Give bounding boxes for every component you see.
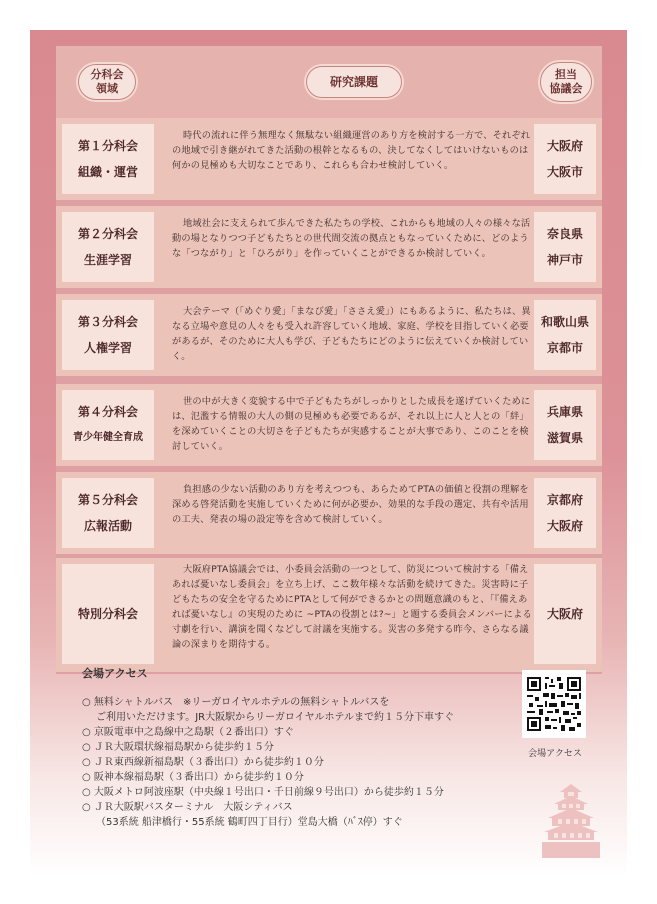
session-name: 第１分科会 [77,139,138,153]
session-name: 特別分科会 [77,607,138,621]
access-item: ご利用いただけます。JR大阪駅からリーガロイヤルホテルまで約１５分下車すぐ [96,712,454,723]
access-item: ○ 無料シャトルバス ※リーガロイヤルホテルの無料シャトルバスを [82,697,390,708]
header-field-label [78,64,136,100]
council-cell [534,212,596,282]
session-topic-text: 時代の流れに伴う無理なく無駄ない組織運営のあり方を検討する一方で、それぞれの地域で引き継がれてきた活動の根幹となるもの、決してなくしてはいけないものは何かの見極めも大切なことであり、これらも合わせ検討していく。 [172,130,531,171]
header-field-line2: 領域 [96,82,118,95]
council-name: 京都府 [546,493,583,507]
table-row [56,118,602,200]
venue-access [82,665,552,830]
table-row [56,384,602,466]
session-name: 第３分科会 [77,315,138,329]
council-name: 和歌山県 [540,315,589,329]
osaka-castle-icon [538,782,604,858]
session-name-cell [62,390,154,460]
session-topic-text: 大阪府PTA協議会では、小委員会活動の一つとして、防災について検討する「備えあれば憂いなし委員会」を立ち上げ、ここ数年様々な活動を続けてきた。災害時に子どもたちの安全を守るためにPTAとして何ができるかとの問題意識のもと、「『備えあれば憂いなし』の実現のために ~PTAの役割とは?~」と題する委員会メンバーによる寸劇を行い、講演を聞くなどして討議を実施する。災害の多発する昨今、さらなる議論の深まりを期待する。 [172,564,532,650]
council-cell [534,124,596,194]
access-item: （53系統 船津橋行・55系統 鶴町四丁目行）堂島大橋（ﾊﾞｽ停）すぐ [96,817,403,828]
council-cell [534,478,596,548]
session-field: 人権学習 [83,341,132,355]
session-name-cell [62,300,154,370]
council-name: 大阪市 [546,165,583,179]
session-field: 生涯学習 [83,253,132,267]
session-table [56,46,602,674]
council-cell [534,564,596,664]
header-topic-label: 研究課題 [306,66,402,98]
council-name: 滋賀県 [546,431,583,445]
session-field: 青少年健全育成 [73,432,143,443]
session-name-cell [62,212,154,282]
access-item: ○ ＪＲ大阪環状線福島駅から徒歩約１５分 [82,742,274,753]
flyer-sheet [30,30,627,876]
session-name-cell [62,564,154,664]
session-name-cell [62,124,154,194]
header-council-line2: 協議会 [549,82,583,95]
session-field: 広報活動 [83,519,132,533]
access-item: ○ 阪神本線福島駅（３番出口）から徒歩約１０分 [82,772,304,783]
table-header [56,46,602,118]
council-name: 奈良県 [546,227,583,241]
session-name: 第２分科会 [77,227,138,241]
session-topic-text: 大会テーマ（「めぐり愛」「まなび愛」「ささえ愛」）にもあるように、私たちは、異なる立場や意見の人々をも受入れ許容していく地域、家庭、学校を目指していく必要があるが、そのために大人も学び、子どもたちにどのように伝えていくか検討していく。 [172,306,531,362]
council-name: 大阪府 [546,519,583,533]
council-name: 神戸市 [546,253,583,267]
session-topic-text: 世の中が大きく変貌する中で子どもたちがしっかりとした成長を遂げていくためには、氾濫する情報の大人の側の見極めも必要であるが、それ以上に人と人との「絆」を深めていくことの大切さを子どもたちが実感することが大事であり、このことを検討していく。 [172,396,531,452]
council-name: 兵庫県 [546,405,583,419]
council-name: 京都市 [546,341,583,355]
session-name: 第５分科会 [77,493,138,507]
access-title: 会場アクセス [82,667,148,680]
access-item: ○ ＪＲ東西線新福島駅（３番出口）から徒歩約１０分 [82,757,324,768]
council-cell [534,300,596,370]
council-name: 大阪府 [546,139,583,153]
table-row [56,472,602,554]
qr-code-label: 会場アクセス [528,749,582,759]
session-name-cell [62,478,154,548]
table-row [56,294,602,376]
access-item: ○ 大阪メトロ阿波座駅（中央線１号出口・千日前線９号出口）から徒歩約１５分 [82,787,444,798]
session-name: 第４分科会 [77,405,138,419]
access-item: ○ 京阪電車中之島線中之島駅（２番出口）すぐ [82,727,294,738]
qr-code-icon[interactable] [522,670,586,738]
table-row [56,558,602,672]
header-council-label [540,62,592,102]
session-topic-text: 地域社会に支えられて歩んできた私たちの学校、これからも地域の人々の様々な活動の場となりつつ子どもたちとの世代間交流の拠点ともなっていくために、どのような「つながり」と「ひろがり」を作っていくことができるか検討していく。 [172,218,531,259]
session-field: 組織・運営 [77,165,138,179]
header-council-line1: 担当 [555,68,577,81]
council-name: 大阪府 [546,607,583,621]
header-field-line1: 分科会 [90,68,124,81]
session-topic-text: 負担感の少ない活動のあり方を考えつつも、あらためてPTAの価値と役割の理解を深める啓発活動を実施していくために何が必要か、効果的な手段の選定、共有や活用の工夫、発表の場の設定等を含めて検討していく。 [172,484,529,525]
access-item: ○ ＪＲ大阪駅バスターミナル 大阪シティバス [82,802,293,813]
council-cell [534,390,596,460]
table-row [56,206,602,288]
